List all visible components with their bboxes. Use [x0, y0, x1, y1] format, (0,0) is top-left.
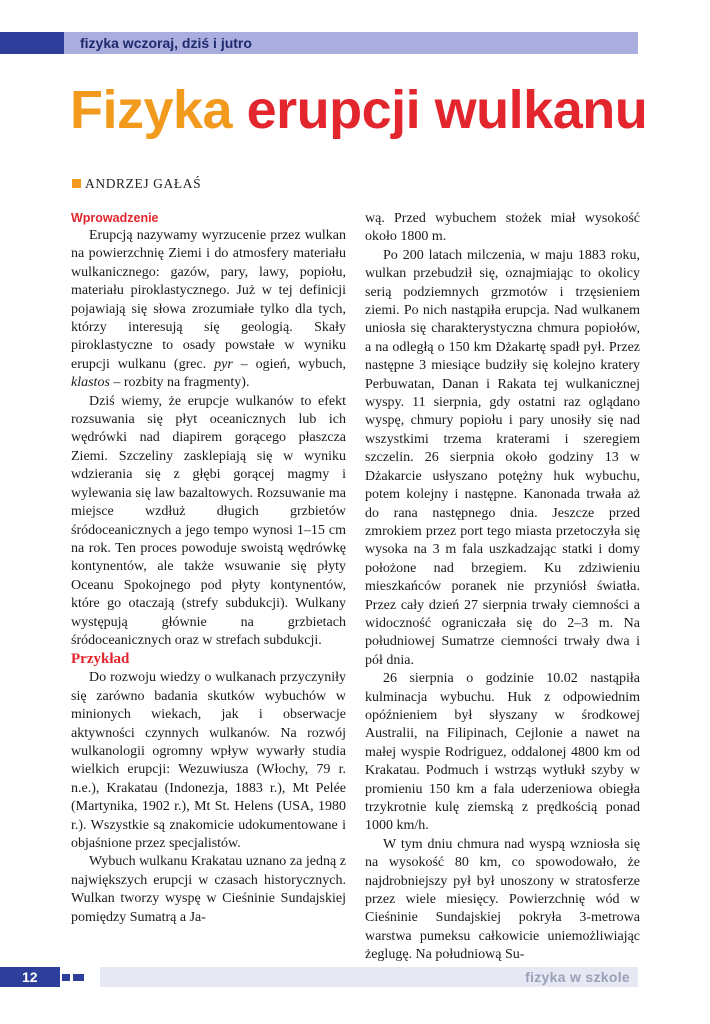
intro-p1-term-pyr: pyr: [214, 356, 233, 372]
footer-dash-icon: [73, 974, 84, 981]
section-label: fizyka wczoraj, dziś i jutro: [80, 35, 252, 51]
intro-paragraph-1: [71, 227, 346, 393]
right-paragraph-0: wą. Przed wybuchem stożek miał wysokość około 1800 m.: [365, 211, 640, 245]
intro-p1-term-klastos: klastos: [71, 375, 110, 391]
header-accent-block: [0, 32, 64, 54]
right-paragraph-3: W tym dniu chmura nad wyspą wzniosła się na wysokość 80 km, co spowodowało, że najdrobniejszy pył był unoszony w stratosferze przez wiele miesięcy. Powierzchnię wód w Cieśninie Sundajskiej pokryła 3-metrowa warstwa pumeksu całkowicie uniemożliwiając żeglugę. Na południową Su-: [365, 836, 640, 963]
title-word-fizyka: Fizyka: [70, 80, 233, 140]
intro-p1-text-a: Erupcją nazywamy wyrzucenie przez wulkan na powierzchnię Ziemi i do atmosfery materiału wulkanicznego: gazów, pary, lawy, popiołu, materiału piroklastycznego. Już w tej definicji pojawiają się słowa zrozumiałe tylko dla tych, którzy interesują się geologią. Skały piroklastyczne to osady powstałe w wyniku erupcji wulkanu (grec.: [71, 228, 346, 372]
example-paragraph-2: Wybuch wulkanu Krakatau uznano za jedną z największych erupcji w czasach historycznych. Wulkan tworzy wyspę w Cieśninie Sundajskiej pomiędzy Sumatrą a Ja-: [71, 854, 346, 925]
footer-square-icon: [62, 974, 70, 981]
intro-paragraph-2: Dziś wiemy, że erupcje wulkanów to efekt rozsuwania się płyt oceanicznych lub ich wędrówki nad diapirem gorącego płaszcza Ziemi. Szczeliny zasklepiają się w wyniku wdzierania się z głębi gorącej magmy i wylewania się law bazaltowych. Rozsuwanie ma miejsce wzdłuż długich grzbietów śródoceanicznych a jego tempo wynosi 1–15 cm na rok. Ten proces powoduje swoistą wędrówkę kontynentów, ale także wsuwanie się płyty Oceanu Spokojnego pod płyty kontynentów, które go otaczają (strefy subdukcji). Wulkany występują głównie na grzbietach śródoceanicznych oraz w strefach subdukcji.: [71, 393, 346, 648]
intro-heading: Wprowadzenie: [71, 211, 159, 225]
author-name: ANDRZEJ GAŁAŚ: [85, 176, 202, 191]
right-paragraph-2: 26 sierpnia o godzinie 10.02 nastąpiła kulminacja wybuchu. Huk z odpowiednim opóźnieniem był słyszany w środkowej Australii, na Filipinach, Cejlonie a nawet na małej wyspie Rodriguez, oddalonej 4800 km od Krakatau. Podmuch i wstrząs wytłukł szyby w promieniu 150 km a fala uderzeniowa obiegła trzykrotnie kulę ziemską z prędkością ponad 1000 km/h.: [365, 671, 640, 834]
intro-p1-text-b: – ogień, wybuch,: [232, 356, 346, 372]
author-line: [72, 176, 201, 192]
right-column: [365, 210, 640, 965]
page-number: 12: [22, 969, 38, 985]
article-title: [70, 76, 647, 144]
left-column: [71, 210, 346, 927]
intro-p1-text-c: – rozbity na fragmenty).: [109, 375, 250, 391]
title-rest: erupcji wulkanu: [246, 80, 648, 140]
right-paragraph-1: Po 200 latach milczenia, w maju 1883 roku, wulkan przebudził się, oznajmiając to okolicy serią podziemnych grzmotów i trzęsieniem ziemi. Po nich nastąpiła erupcja. Nad wulkanem uniosła się charakterystyczna chmura popiołów, a na odległą o 150 km Dżakartę spadł pył. Przez następne 3 miesiące budziły się kolejno kratery Perbuwatan, Danan i Rakata tej wulkanicznej wyspy. 11 sierpnia, gdy ostatni raz oglądano wyspę, chmury popiołu i pary unosiły się nad wszystkimi trzema kraterami i szeregiem szczelin. 26 sierpnia około godziny 13 w Dżakarcie usłyszano potężny huk wybuchu, potem kolejny i następne. Kanonada trwała aż do rana następnego dnia. Jeszcze przed zmrokiem przez port tego miasta przetoczyła się wysoka na 3 m fala uszkadzając statki i domy położone nad brzegiem. Ku zdziwieniu mieszkańców poranek nie przyniósł światła. Przez cały dzień 27 sierpnia trwały ciemności a widoczność ograniczała się do 2–3 m. Na południowej Sumatrze ciemności trwały dwa i pół dnia.: [365, 247, 640, 668]
example-paragraph-1: Do rozwoju wiedzy o wulkanach przyczyniły się zarówno badania skutków wybuchów w minionych wiekach, jak i obserwacje aktywności czynnych wulkanów. Na rozwój wulkanologii ogromny wpływ wywarły studia wielkich erupcji: Wezuwiusza (Włochy, 79 r. n.e.), Krakatau (Indonezja, 1883 r.), Mt Pelée (Martynika, 1902 r.), Mt St. Helens (USA, 1980 r.). Wszystkie są znakomicie udokumentowane i objaśnione przez specjalistów.: [71, 670, 346, 851]
magazine-title: fizyka w szkole: [525, 969, 630, 985]
example-heading: Przykład: [71, 651, 130, 668]
author-square-icon: [72, 179, 81, 188]
